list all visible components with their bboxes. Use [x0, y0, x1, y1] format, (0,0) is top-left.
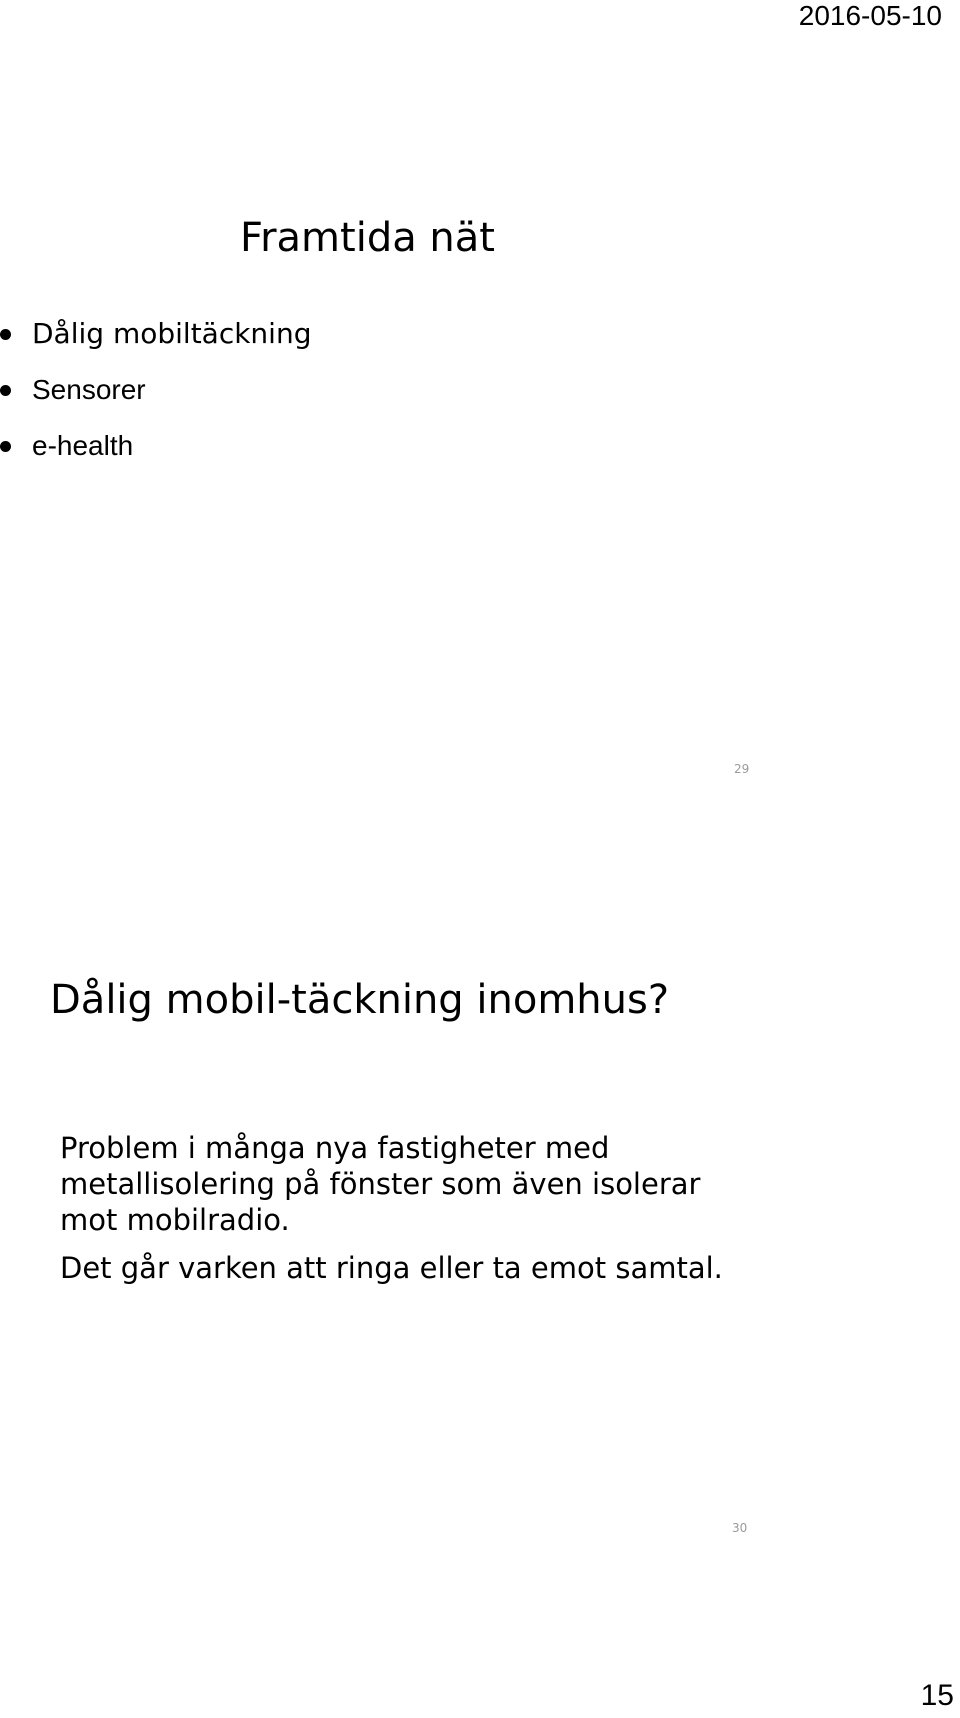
bullet-dot-icon: [0, 385, 11, 396]
bullet-label: Dålig mobiltäckning: [32, 317, 312, 350]
bullet-item: [0, 424, 311, 480]
page-number: 15: [920, 1679, 954, 1712]
bullet-list: [0, 312, 311, 480]
bullet-item: [0, 368, 311, 424]
header-date: 2016-05-10: [798, 0, 942, 31]
bullet-dot-icon: [0, 441, 11, 452]
bullet-label: Sensorer: [32, 374, 146, 405]
slide-body-text: [60, 1130, 760, 1298]
bullet-dot-icon: [0, 329, 11, 340]
slide-number: 29: [734, 762, 750, 776]
body-paragraph: Det går varken att ringa eller ta emot samtal.: [60, 1251, 723, 1285]
slide-title-dalig-mobil-tackning: Dålig mobil-täckning inomhus?: [50, 977, 670, 1023]
bullet-label: e-health: [32, 430, 134, 461]
bullet-item: [0, 312, 311, 368]
slide-number: 30: [732, 1521, 748, 1535]
body-paragraph: Problem i många nya fastigheter med metallisolering på fönster som även isolerar mot mobilradio.: [60, 1131, 701, 1237]
slide-title-framtida-nat: Framtida nät: [240, 215, 495, 261]
